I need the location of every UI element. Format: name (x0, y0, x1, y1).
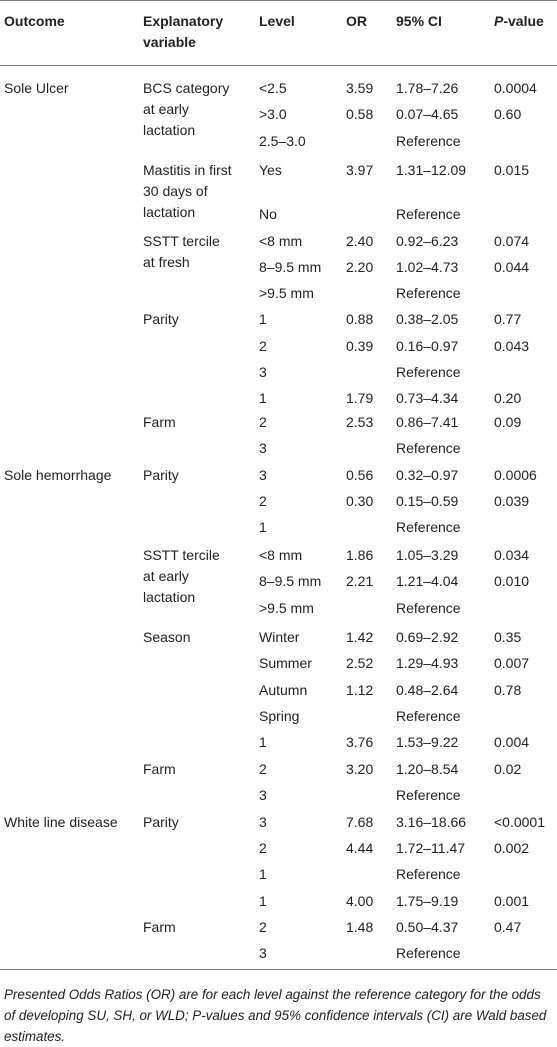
footnote-part1: Presented Odds Ratios (OR) are for each level against the reference category for the odds of developing SU, SH, or WLD; (4, 987, 541, 1023)
or-cell: 0.56 (346, 467, 374, 483)
variable-label: 30 days of (143, 183, 208, 199)
outcome-label: Sole Ulcer (4, 80, 69, 96)
level-cell: 1 (259, 311, 267, 327)
or-cell: 0.58 (346, 106, 374, 122)
level-cell: Yes (259, 162, 282, 178)
or-cell: 1.48 (346, 919, 374, 935)
ci-cell: 1.53–9.22 (396, 734, 459, 750)
variable-label: BCS category (143, 80, 230, 96)
level-cell: 8–9.5 mm (259, 259, 322, 275)
ci-cell: 0.48–2.64 (396, 682, 459, 698)
header-pvalue (494, 11, 544, 32)
ci-cell: 0.73–4.34 (396, 390, 459, 406)
pvalue-cell: 0.002 (494, 840, 530, 856)
or-cell: 7.68 (346, 814, 374, 830)
ci-cell: Reference (396, 440, 461, 456)
ci-cell: 0.32–0.97 (396, 467, 459, 483)
ci-cell: 0.92–6.23 (396, 233, 459, 249)
level-cell: 2 (259, 493, 267, 509)
pvalue-cell: <0.0001 (494, 814, 545, 830)
pvalue-cell: 0.60 (494, 106, 522, 122)
ci-cell: 1.02–4.73 (396, 259, 459, 275)
header-explanatory-1: Explanatory (143, 13, 224, 29)
pvalue-cell: 0.09 (494, 414, 522, 430)
ci-cell: Reference (396, 364, 461, 380)
ci-cell: Reference (396, 945, 461, 961)
or-cell: 4.00 (346, 893, 374, 909)
level-cell: >3.0 (259, 106, 287, 122)
level-cell: <8 mm (259, 233, 303, 249)
ci-cell: Reference (396, 285, 461, 301)
level-cell: 1 (259, 734, 267, 750)
variable-label: at early (143, 568, 189, 584)
or-cell: 1.86 (346, 547, 374, 563)
ci-cell: 0.69–2.92 (396, 629, 459, 645)
level-cell: 1 (259, 893, 267, 909)
ci-cell: 3.16–18.66 (396, 814, 467, 830)
footnote-p: P (192, 1008, 202, 1023)
variable-label: Farm (143, 919, 176, 935)
level-cell: 3 (259, 814, 267, 830)
ci-cell: 1.20–8.54 (396, 761, 459, 777)
level-cell: 8–9.5 mm (259, 573, 322, 589)
or-cell: 1.42 (346, 629, 374, 645)
variable-label: at fresh (143, 254, 190, 270)
level-cell: 3 (259, 787, 267, 803)
level-cell: 2.5–3.0 (259, 133, 306, 149)
outcome-label: Sole hemorrhage (4, 467, 112, 483)
level-cell: 2 (259, 919, 267, 935)
pvalue-cell: 0.074 (494, 233, 530, 249)
level-cell: >9.5 mm (259, 285, 314, 301)
header-or: OR (346, 13, 367, 29)
level-cell: 3 (259, 440, 267, 456)
pvalue-cell: 0.015 (494, 162, 530, 178)
or-cell: 3.59 (346, 80, 374, 96)
table-header-rule (0, 65, 557, 66)
level-cell: 2 (259, 338, 267, 354)
header-ci: 95% CI (396, 13, 442, 29)
pvalue-cell: 0.039 (494, 493, 530, 509)
pvalue-cell: 0.034 (494, 547, 530, 563)
or-cell: 4.44 (346, 840, 374, 856)
ci-cell: Reference (396, 866, 461, 882)
variable-label: lactation (143, 122, 196, 138)
outcome-label: White line disease (4, 814, 118, 830)
variable-label: lactation (143, 589, 196, 605)
or-cell: 0.30 (346, 493, 374, 509)
level-cell: 3 (259, 364, 267, 380)
table-footnote (4, 984, 554, 1047)
level-cell: >9.5 mm (259, 600, 314, 616)
level-cell: 3 (259, 945, 267, 961)
pvalue-cell: 0.043 (494, 338, 530, 354)
ci-cell: 1.31–12.09 (396, 162, 467, 178)
pvalue-cell: 0.007 (494, 655, 530, 671)
variable-label: Parity (143, 814, 179, 830)
ci-cell: 0.50–4.37 (396, 919, 459, 935)
ci-cell: 0.38–2.05 (396, 311, 459, 327)
or-cell: 1.12 (346, 682, 374, 698)
or-cell: 3.97 (346, 162, 374, 178)
pvalue-cell: 0.78 (494, 682, 522, 698)
variable-label: SSTT tercile (143, 547, 220, 563)
ci-cell: 0.86–7.41 (396, 414, 459, 430)
ci-cell: 0.07–4.65 (396, 106, 459, 122)
ci-cell: Reference (396, 133, 461, 149)
variable-label: Season (143, 629, 191, 645)
header-pvalue-p: P (494, 13, 504, 29)
level-cell: Spring (259, 708, 300, 724)
table-top-rule (0, 0, 557, 1)
variable-label: Farm (143, 761, 176, 777)
or-cell: 3.76 (346, 734, 374, 750)
level-cell: 3 (259, 467, 267, 483)
ci-cell: 1.21–4.04 (396, 573, 459, 589)
level-cell: <2.5 (259, 80, 287, 96)
or-cell: 2.40 (346, 233, 374, 249)
ci-cell: Reference (396, 708, 461, 724)
pvalue-cell: 0.044 (494, 259, 530, 275)
level-cell: <8 mm (259, 547, 303, 563)
variable-label: at early (143, 101, 189, 117)
level-cell: 1 (259, 390, 267, 406)
pvalue-cell: 0.47 (494, 919, 522, 935)
ci-cell: Reference (396, 206, 461, 222)
variable-label: Farm (143, 414, 176, 430)
pvalue-cell: 0.010 (494, 573, 530, 589)
pvalue-cell: 0.0004 (494, 80, 537, 96)
or-cell: 2.52 (346, 655, 374, 671)
pvalue-cell: 0.02 (494, 761, 522, 777)
footnote-part3: -values and 95% confidence intervals (CI) are Wald based estimates. (4, 1008, 547, 1044)
ci-cell: 1.29–4.93 (396, 655, 459, 671)
ci-cell: Reference (396, 787, 461, 803)
level-cell: 1 (259, 519, 267, 535)
ci-cell: 1.72–11.47 (396, 840, 466, 856)
or-cell: 2.53 (346, 414, 374, 430)
ci-cell: 1.78–7.26 (396, 80, 459, 96)
header-explanatory-2: variable (143, 34, 196, 50)
table-bottom-rule (0, 969, 557, 970)
pvalue-cell: 0.35 (494, 629, 522, 645)
level-cell: Summer (259, 655, 312, 671)
level-cell: 2 (259, 840, 267, 856)
variable-label: SSTT tercile (143, 233, 220, 249)
level-cell: 2 (259, 761, 267, 777)
header-outcome: Outcome (4, 13, 65, 29)
or-cell: 3.20 (346, 761, 374, 777)
variable-label: lactation (143, 204, 196, 220)
header-level: Level (259, 13, 295, 29)
or-cell: 2.20 (346, 259, 374, 275)
header-pvalue-rest: -value (503, 13, 544, 29)
ci-cell: 0.15–0.59 (396, 493, 459, 509)
or-cell: 0.88 (346, 311, 374, 327)
level-cell: Autumn (259, 682, 308, 698)
pvalue-cell: 0.004 (494, 734, 530, 750)
or-cell: 2.21 (346, 573, 374, 589)
ci-cell: Reference (396, 519, 461, 535)
pvalue-cell: 0.20 (494, 390, 522, 406)
ci-cell: 1.05–3.29 (396, 547, 459, 563)
pvalue-cell: 0.0006 (494, 467, 537, 483)
variable-label: Parity (143, 311, 179, 327)
or-cell: 0.39 (346, 338, 374, 354)
or-cell: 1.79 (346, 390, 374, 406)
level-cell: Winter (259, 629, 300, 645)
ci-cell: 1.75–9.19 (396, 893, 459, 909)
level-cell: 1 (259, 866, 267, 882)
variable-label: Mastitis in first (143, 162, 232, 178)
pvalue-cell: 0.77 (494, 311, 522, 327)
ci-cell: Reference (396, 600, 461, 616)
pvalue-cell: 0.001 (494, 893, 530, 909)
ci-cell: 0.16–0.97 (396, 338, 459, 354)
level-cell: No (259, 206, 277, 222)
variable-label: Parity (143, 467, 179, 483)
level-cell: 2 (259, 414, 267, 430)
